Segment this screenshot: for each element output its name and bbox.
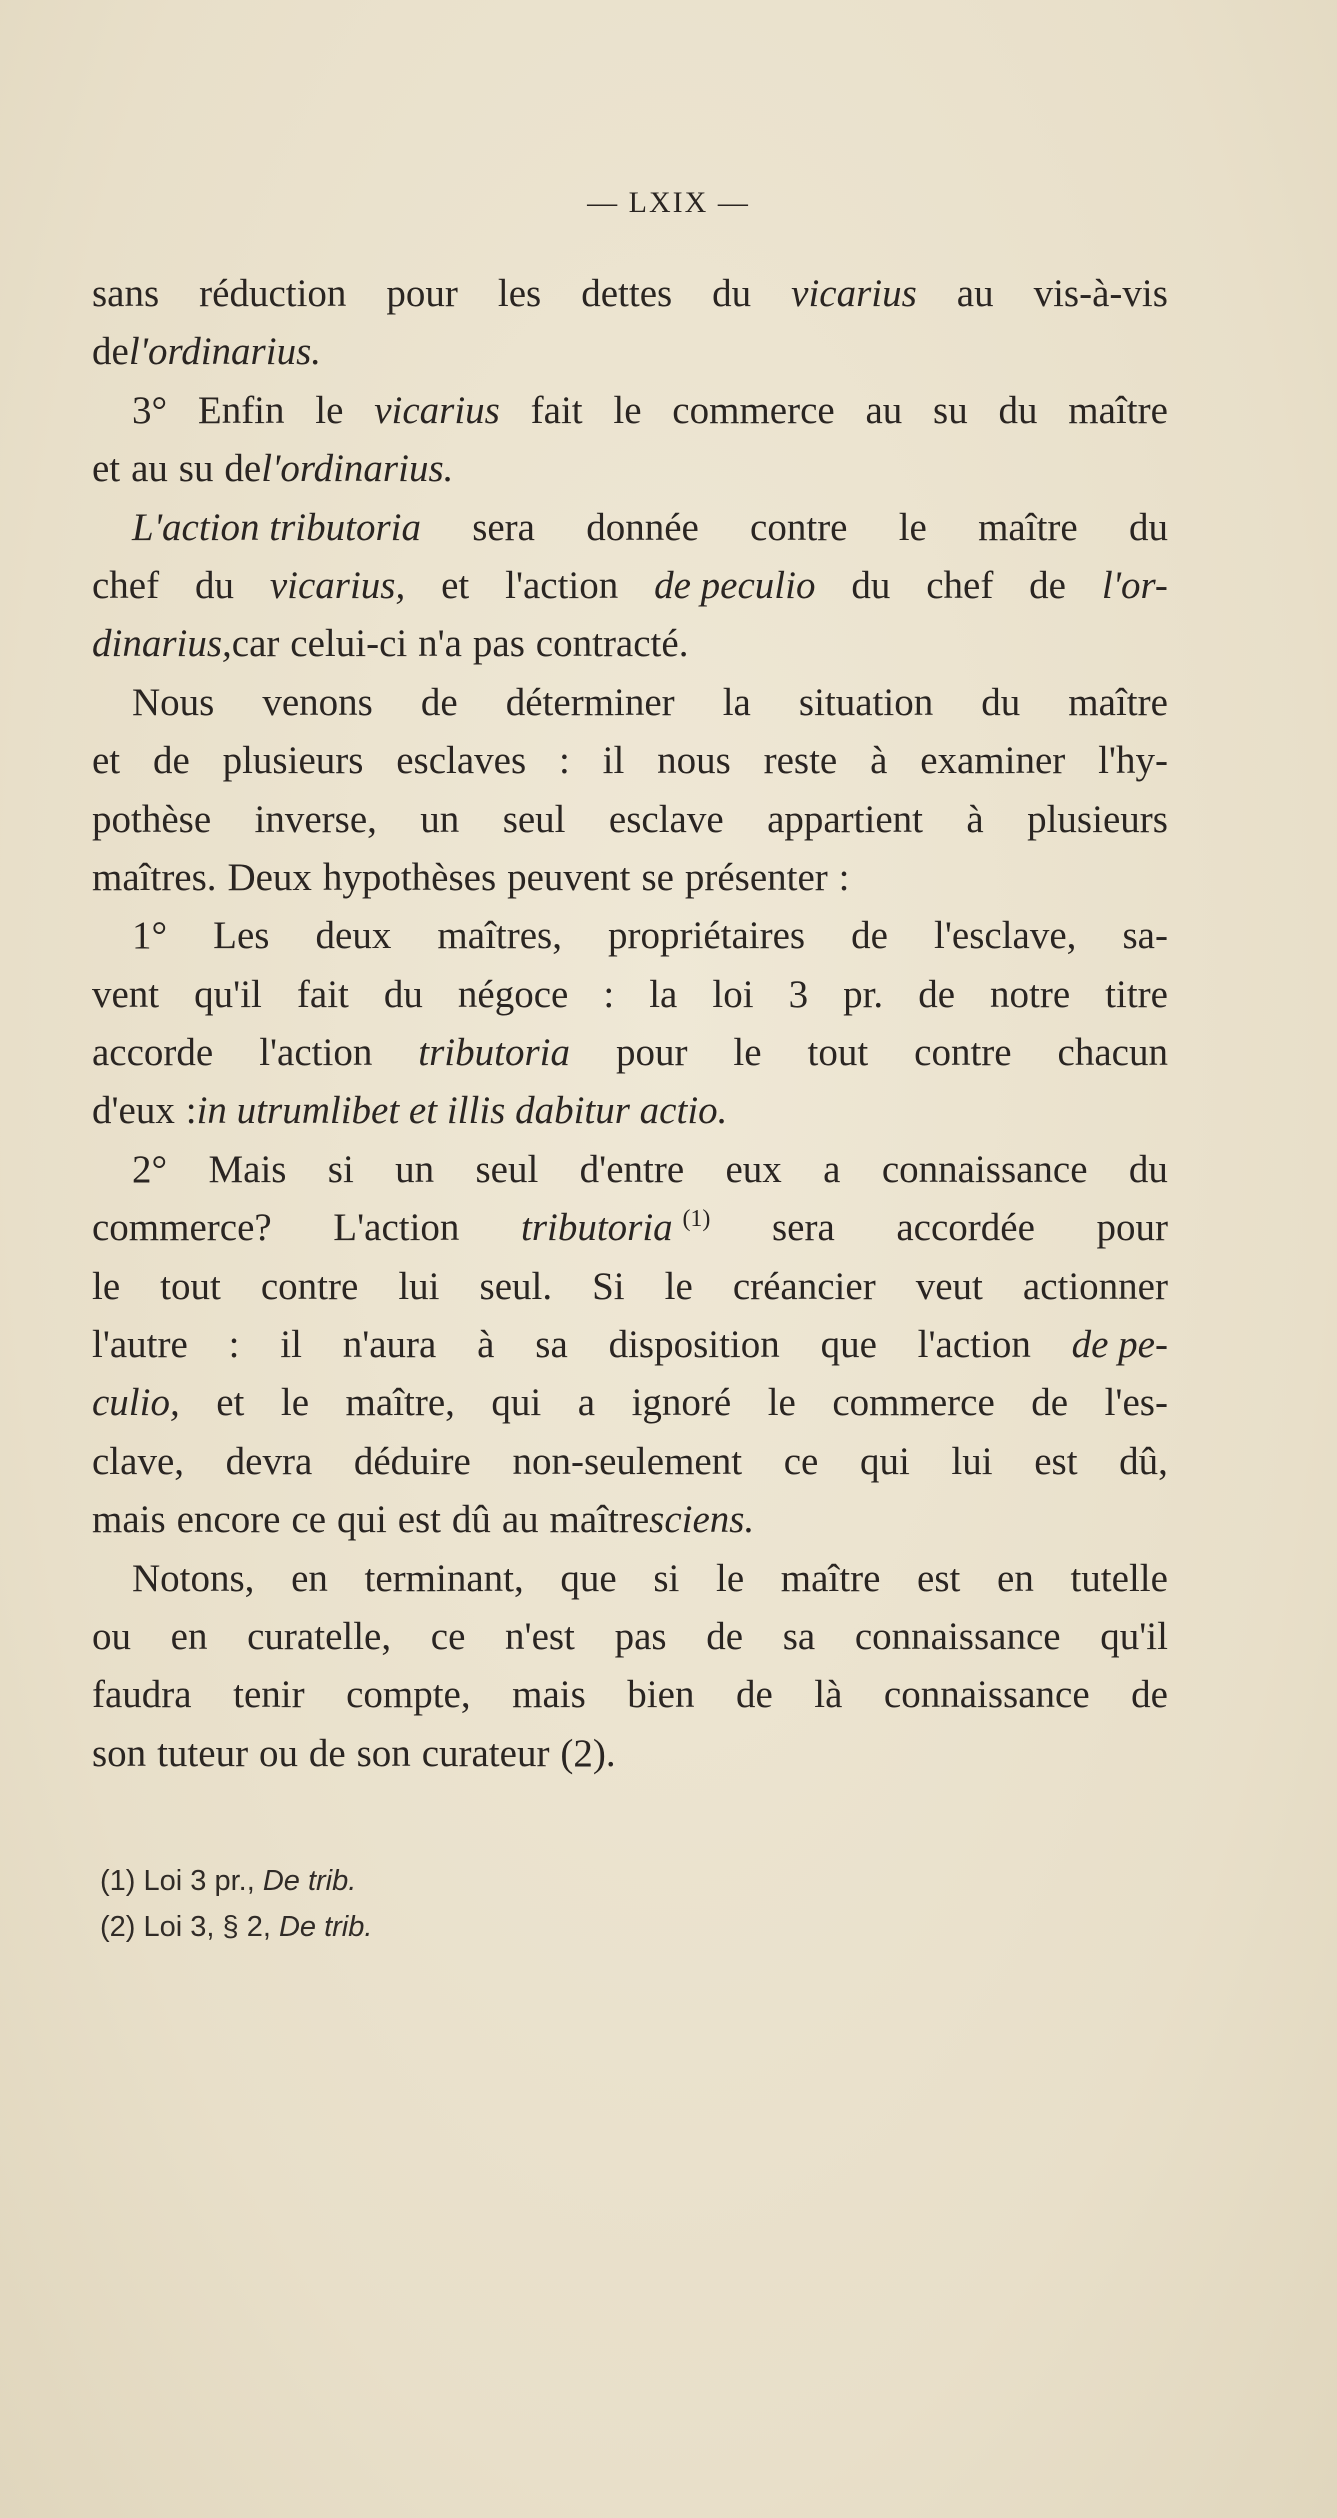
latin-term: tributoria <box>520 1206 673 1250</box>
text-line: et au su de l'ordinarius. <box>92 440 1168 498</box>
text-line: de l'ordinarius. <box>92 323 1168 381</box>
latin-term: vicarius <box>374 388 500 432</box>
text-line: pothèse inverse, un seul esclave appartient à plusieurs <box>92 797 1168 841</box>
text-line: et de plusieurs esclaves : il nous reste à examiner l'hy- <box>92 739 1168 783</box>
text-line: d'eux : in utrumlibet et illis dabitur actio. <box>92 1082 1168 1140</box>
text-line: maîtres. Deux hypothèses peuvent se présenter : <box>92 855 850 899</box>
footnote-2 <box>100 1904 900 1950</box>
text-line: son tuteur ou de son curateur (2). <box>92 1725 1168 1783</box>
latin-term: L'action tributoria <box>132 505 421 549</box>
text-line: L'action tributoria sera donnée contre le maître du <box>92 499 1168 557</box>
latin-term: dinarius, <box>92 622 232 666</box>
latin-term: l'ordinarius. <box>128 330 321 374</box>
footnote-mark: (1) <box>100 1865 136 1897</box>
footnotes <box>100 1858 900 1950</box>
latin-term: vicarius, <box>269 563 406 607</box>
latin-term: vicarius <box>791 272 917 315</box>
text-line: le tout contre lui seul. Si le créancier veut actionner <box>92 1264 1168 1308</box>
page-number-header: — LXIX — <box>587 186 750 219</box>
text-line: ou en curatelle, ce n'est pas de sa connaissance qu'il <box>92 1614 1168 1658</box>
latin-term: tributoria <box>418 1031 570 1075</box>
text-line: 3° Enfin le vicarius fait le commerce au su du maître <box>92 382 1168 440</box>
body-text <box>92 265 1168 1783</box>
text-line: Notons, en terminant, que si le maître est en tutelle <box>132 1556 1168 1600</box>
footnote-reference: Loi 3 pr., <box>143 1865 255 1897</box>
text-line: culio, et le maître, qui a ignoré le commerce de l'es- <box>92 1374 1168 1432</box>
footnote-title: De trib. <box>278 1911 373 1943</box>
text-line: clave, devra déduire non-seulement ce qui lui est dû, <box>92 1439 1168 1483</box>
text-line: Nous venons de déterminer la situation du maître <box>132 680 1168 724</box>
latin-term: de pe- <box>1071 1323 1168 1367</box>
text-line: vent qu'il fait du négoce : la loi 3 pr. de notre titre <box>92 972 1168 1016</box>
text-line: sans réduction pour les dettes du vicarius au vis-à-vis <box>92 265 1168 323</box>
latin-term: de peculio <box>654 563 816 607</box>
text-line: accorde l'action tributoria pour le tout contre chacun <box>92 1024 1168 1082</box>
footnote-ref-1[interactable]: (1) <box>682 1206 711 1233</box>
text-line: l'autre : il n'aura à sa disposition que l'action de pe- <box>92 1316 1168 1374</box>
latin-term: culio, <box>92 1381 180 1425</box>
footnote-reference: Loi 3, § 2, <box>143 1911 271 1943</box>
latin-quote: in utrumlibet et illis dabitur actio. <box>196 1089 728 1133</box>
footnote-title: De trib. <box>262 1865 357 1897</box>
text-line: commerce? L'action tributoria $^{(1)}$ sera accordée pour <box>92 1206 1168 1250</box>
latin-term: l'ordinarius. <box>261 447 454 491</box>
footnote-mark: (2) <box>100 1911 136 1943</box>
footnote-ref-2[interactable]: (2). <box>560 1731 616 1775</box>
text-line: faudra tenir compte, mais bien de là connaissance de <box>92 1673 1168 1717</box>
text-line: 1° Les deux maîtres, propriétaires de l'esclave, sa- <box>132 914 1168 958</box>
text-line: mais encore ce qui est dû au maître sciens. <box>92 1491 1168 1549</box>
latin-term: l'or- <box>1101 563 1168 607</box>
text-line: 2° Mais si un seul d'entre eux a connaissance du <box>132 1147 1168 1191</box>
text-line: chef du vicarius, et l'action de peculio du chef de l'or- <box>92 557 1168 615</box>
footnote-1 <box>100 1858 900 1904</box>
latin-term: sciens. <box>649 1498 755 1542</box>
text-line: dinarius, car celui-ci n'a pas contracté. <box>92 615 1168 673</box>
